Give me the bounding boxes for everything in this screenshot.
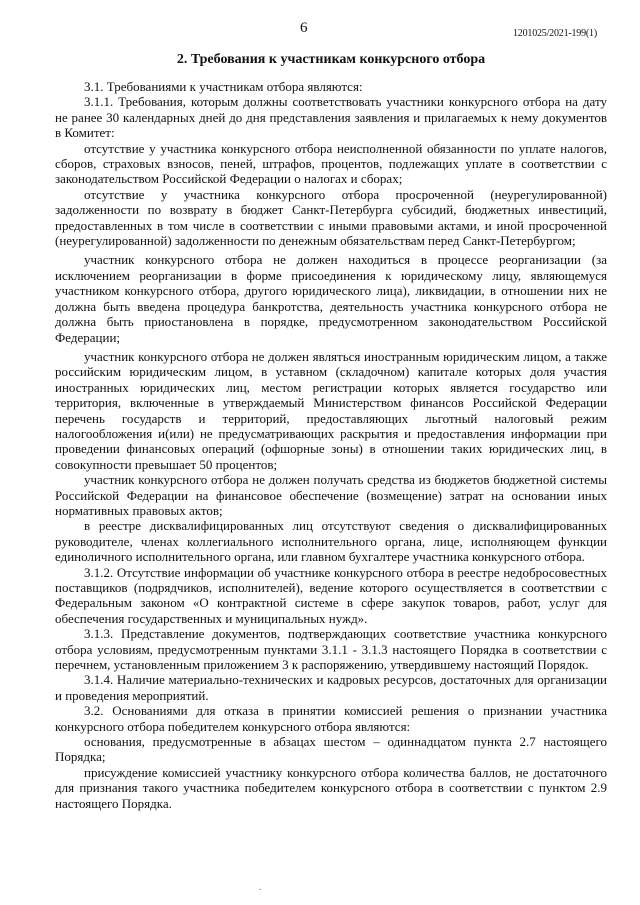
paragraph: 3.1. Требованиями к участникам отбора являются: bbox=[84, 79, 363, 94]
paragraph: присуждение комиссией участнику конкурсного отбора количества баллов, не достаточного для признания такого участника победителем конкурсного отбора в соответствии с пунктом 2.9 настоящего Порядка. bbox=[55, 764, 607, 811]
document-body bbox=[55, 79, 607, 811]
paragraph: участник конкурсного отбора не должен получать средства из бюджетов бюджетной системы Российской Федерации на финансовое обеспечение (возмещение) затрат на основании иных нормативных правовых актов; bbox=[55, 472, 607, 518]
page-number: 6 bbox=[300, 20, 308, 36]
paragraph: 3.1.4. Наличие материально-технических и кадровых ресурсов, достаточных для организации и проведения мероприятий. bbox=[55, 672, 607, 703]
scan-speck: . bbox=[259, 882, 262, 893]
paragraph: участник конкурсного отбора не должен являться иностранным юридическим лицом, а также российским юридическим лицом, в уставном (складочном) капитале которых доля участия иностранных юридических лиц, местом регистрации которых является государство или территория, включенные в утверждаемый Министерством финансов Российской Федерации перечень государств и территорий, предоставляющих льготный налоговый режим налогообложения и(или) не предусматривающих раскрытия и предоставления информации при проведении финансовых операций (офшорные зоны) в отношении таких юридических лиц, в совокупности превышает 50 процентов; bbox=[55, 348, 607, 472]
document-id: 1201025/2021-199(1) bbox=[513, 28, 597, 39]
paragraph: отсутствие у участника конкурсного отбора неисполненной обязанности по уплате налогов, сборов, страховых взносов, пеней, штрафов, процентов, подлежащих уплате в соответствии с законодательством Российской Федерации о налогах и сборах; bbox=[55, 140, 607, 187]
section-title: 2. Требования к участникам конкурсного отбора bbox=[176, 52, 486, 67]
paragraph: 3.2. Основаниями для отказа в принятии комиссией решения о признании участника конкурсного отбора победителем конкурсного отбора являются: bbox=[55, 703, 607, 734]
paragraph: отсутствие у участника конкурсного отбора просроченной (неурегулированной) задолженности по возврату в бюджет Санкт-Петербурга субсидий, бюджетных инвестиций, предоставленных в том числе в соответствии с иными правовыми актами, и иной просроченной (неурегулированной) задолженности по денежным обязательствам перед Санкт-Петербургом; bbox=[55, 186, 607, 249]
paragraph: в реестре дисквалифицированных лиц отсутствуют сведения о дисквалифицированных руководителе, членах коллегиального исполнительного органа, лице, исполняющем функции единоличного исполнительного органа, или главном бухгалтере участника конкурсного отбора. bbox=[55, 518, 607, 565]
paragraph: 3.1.2. Отсутствие информации об участнике конкурсного отбора в реестре недобросовестных поставщиков (подрядчиков, исполнителей), ведение которого осуществляется в соответствии с Федеральным законом «О контрактной системе в сфере закупок товаров, работ, услуг для обеспечения государственных и муниципальных нужд». bbox=[55, 564, 607, 626]
paragraph: 3.1.1. Требования, которым должны соответствовать участники конкурсного отбора на дату не ранее 30 календарных дней до дня представления заявления и прилагаемых к нему документов в Комитет: bbox=[55, 94, 607, 141]
paragraph: основания, предусмотренные в абзацах шестом – одиннадцатом пункта 2.7 настоящего Порядка; bbox=[55, 734, 607, 765]
paragraph: 3.1.3. Представление документов, подтверждающих соответствие участника конкурсного отбора условиям, предусмотренным пунктами 3.1.1 - 3.1.3 настоящего Порядка в соответствии с перечнем, установленным приложением 3 к распоряжению, утвердившему настоящий Порядок. bbox=[55, 626, 607, 673]
paragraph: участник конкурсного отбора не должен находиться в процессе реорганизации (за исключением реорганизации в форме присоединения к юридическому лицу, являющемуся участником конкурсного отбора, другого юридического лица), ликвидации, в отношении них не должна быть введена процедура банкротства, деятельность участника конкурсного отбора не должна быть приостановлена в порядке, предусмотренном законодательством Российской Федерации; bbox=[55, 252, 607, 345]
